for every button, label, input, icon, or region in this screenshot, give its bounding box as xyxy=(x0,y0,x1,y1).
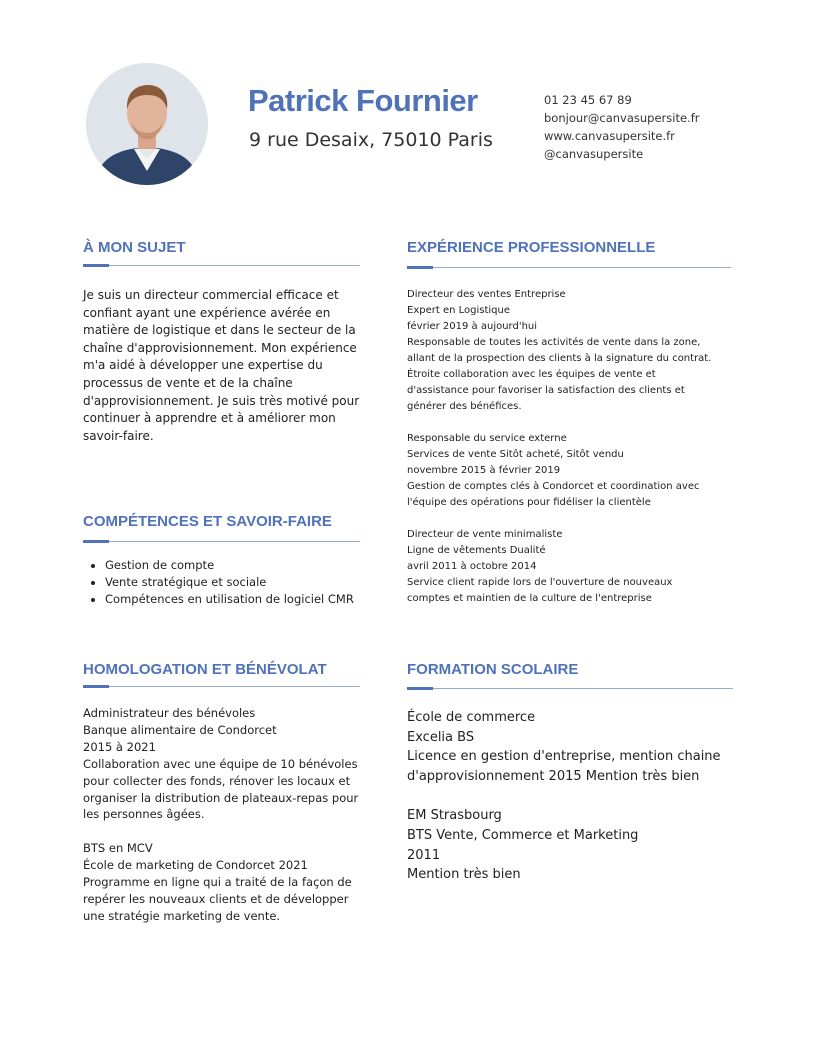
skill-item: • Vente stratégique et sociale xyxy=(105,574,354,591)
contact-block xyxy=(544,91,699,163)
skill-item: • Compétences en utilisation de logiciel CMR xyxy=(105,591,354,608)
social-handle: @canvasupersite xyxy=(544,147,644,161)
experience-line: l'équipe des opérations pour fidéliser la clientèle xyxy=(407,497,651,508)
about-line: Je suis un directeur commercial efficace et xyxy=(83,288,339,302)
experience-line: Directeur des ventes Entreprise xyxy=(407,289,566,300)
education-line: Mention très bien xyxy=(407,867,521,883)
website-link: www.canvasupersite.fr xyxy=(544,129,675,143)
experience-line: d'assistance pour favoriser la satisfaction des clients et xyxy=(407,385,685,396)
profile-photo xyxy=(86,63,208,185)
about-line: confiant ayant une expérience avérée en xyxy=(83,305,331,320)
experience-title: EXPÉRIENCE PROFESSIONNELLE xyxy=(407,239,656,256)
education-line: École de commerce xyxy=(407,710,536,725)
about-line: savoir-faire. xyxy=(83,428,154,443)
volunteering-line: Programme en ligne qui a traité de la façon de xyxy=(83,875,352,890)
about-line: chaîne d'approvisionnement. Mon expérience xyxy=(83,340,357,355)
experience-line: Services de vente Sitôt acheté, Sitôt vendu xyxy=(407,449,624,460)
volunteering-line: Administrateur des bénévoles xyxy=(83,706,256,720)
volunteering-title: HOMOLOGATION ET BÉNÉVOLAT xyxy=(83,661,327,678)
experience-line: allant de la prospection des clients à la signature du contrat. xyxy=(407,353,712,364)
experience-rule xyxy=(407,267,731,268)
about-line: processus de vente et de la chaîne xyxy=(83,375,293,390)
about-line: d'approvisionnement. Je suis très motivé pour xyxy=(83,393,360,408)
skill-item: • Gestion de compte xyxy=(105,557,354,574)
about-line: m'a aidé à développer une expertise du xyxy=(83,358,323,373)
education-line: EM Strasbourg xyxy=(407,808,502,824)
volunteering-line: repérer les nouveaux clients et de développer xyxy=(83,892,349,907)
volunteering-line: Banque alimentaire de Condorcet xyxy=(83,722,277,737)
volunteering-line: une stratégie marketing de vente. xyxy=(83,908,281,923)
volunteering-line: BTS en MCV xyxy=(83,841,153,856)
experience-line: Ligne de vêtements Dualité xyxy=(407,545,546,556)
volunteering-line: 2015 à 2021 xyxy=(83,739,156,754)
education-text xyxy=(407,708,721,885)
experience-line: Responsable de toutes les activités de vente dans la zone, xyxy=(407,337,701,348)
experience-line: comptes et maintien de la culture de l'entreprise xyxy=(407,593,652,604)
education-line: BTS Vente, Commerce et Marketing xyxy=(407,827,639,843)
about-line: continuer à apprendre et à améliorer mon xyxy=(83,411,336,426)
volunteering-line: pour collecter des fonds, rénover les locaux et xyxy=(83,773,351,788)
about-rule xyxy=(83,265,360,266)
email-address: bonjour@canvasupersite.fr xyxy=(544,111,700,125)
experience-line: Expert en Logistique xyxy=(407,305,511,316)
volunteering-line: organiser la distribution de plateaux-repas pour xyxy=(83,790,359,805)
experience-line: novembre 2015 à février 2019 xyxy=(407,465,561,476)
experience-line: Service client rapide lors de l'ouverture de nouveaux xyxy=(407,577,673,588)
experience-line: Gestion de comptes clés à Condorcet et coordination avec xyxy=(407,481,700,492)
skills-list xyxy=(83,557,354,608)
phone-number: 01 23 45 67 89 xyxy=(544,93,632,107)
volunteering-text xyxy=(83,705,358,925)
address: 9 rue Desaix, 75010 Paris xyxy=(249,129,493,151)
about-line: matière de logistique et dans le secteur de la xyxy=(83,323,356,338)
experience-line: février 2019 à aujourd'hui xyxy=(407,321,538,332)
about-title: À MON SUJET xyxy=(83,239,186,256)
skills-title: COMPÉTENCES ET SAVOIR-FAIRE xyxy=(83,513,332,530)
education-rule xyxy=(407,688,733,689)
avatar-icon xyxy=(86,63,208,185)
candidate-name: Patrick Fournier xyxy=(248,83,478,118)
education-line: 2011 xyxy=(407,847,441,863)
about-text xyxy=(83,287,359,445)
volunteering-line: Collaboration avec une équipe de 10 bénévoles xyxy=(83,756,358,771)
education-title: FORMATION SCOLAIRE xyxy=(407,661,579,678)
experience-line: Étroite collaboration avec les équipes de vente et xyxy=(407,369,656,380)
experience-line: Responsable du service externe xyxy=(407,433,567,444)
volunteering-line: les personnes âgées. xyxy=(83,807,205,822)
education-line: Excelia BS xyxy=(407,729,475,745)
volunteering-line: École de marketing de Condorcet 2021 xyxy=(83,858,308,873)
education-line: d'approvisionnement 2015 Mention très bien xyxy=(407,768,700,784)
education-line: Licence en gestion d'entreprise, mention chaine xyxy=(407,749,721,765)
volunteering-rule xyxy=(83,686,360,687)
experience-text xyxy=(407,287,711,607)
experience-line: Directeur de vente minimaliste xyxy=(407,529,563,540)
experience-line: générer des bénéfices. xyxy=(407,401,522,412)
experience-line: avril 2011 à octobre 2014 xyxy=(407,561,537,572)
skills-rule xyxy=(83,541,360,542)
